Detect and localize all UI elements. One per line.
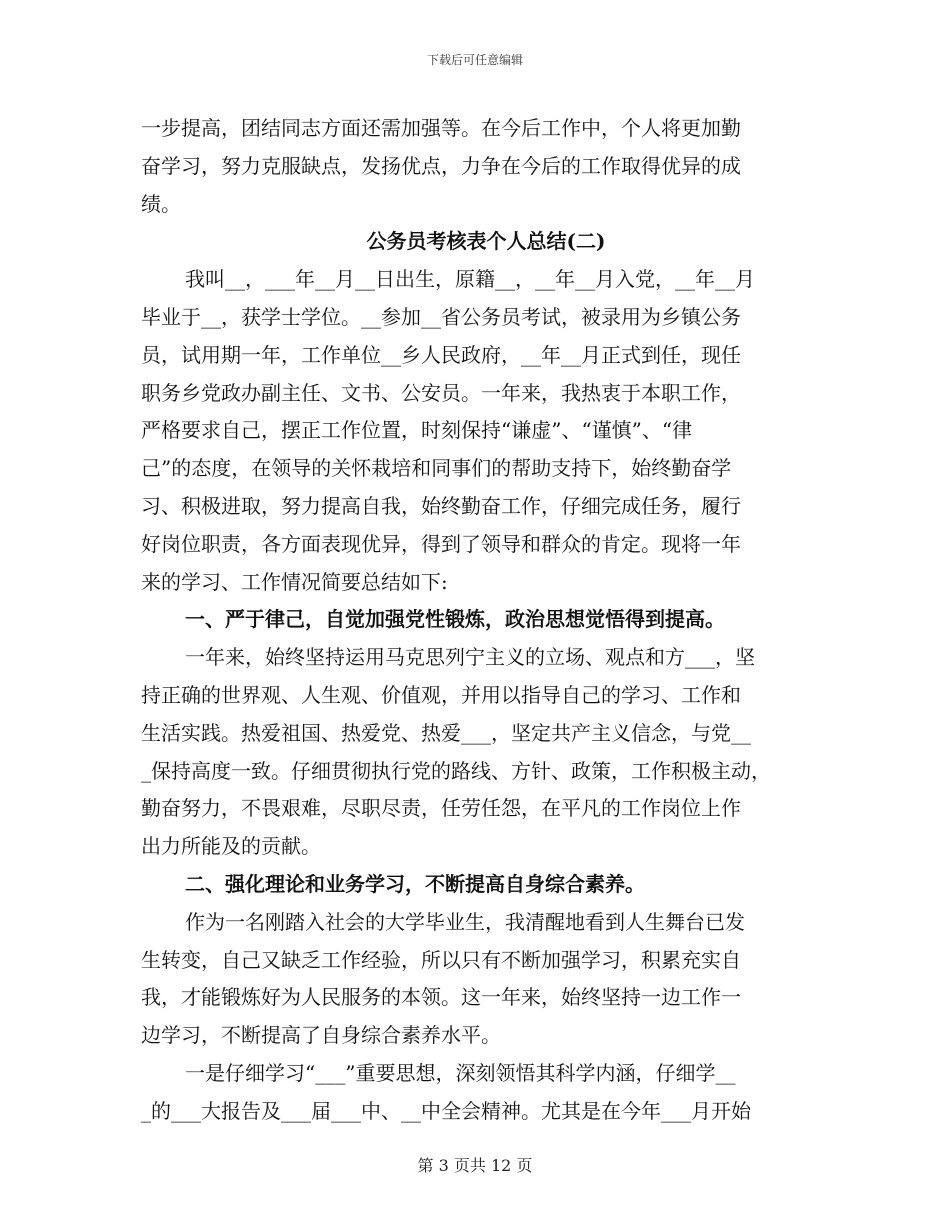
paragraph-line: 绩。: [141, 191, 181, 216]
document-body: [141, 110, 831, 1131]
paragraph-line: 边学习，不断提高了自身综合素养水平。: [141, 1023, 501, 1048]
document-title: 公务员考核表个人总结(二): [366, 229, 606, 254]
paragraph-line: 一年来，始终坚持运用马克思列宁主义的立场、观点和方___，坚: [185, 645, 755, 670]
paragraph-line: 作为一名刚踏入社会的大学毕业生，我清醒地看到人生舞台已发: [185, 909, 745, 934]
paragraph-line: 来的学习、工作情况简要总结如下:: [141, 569, 448, 594]
paragraph-line: 我，才能锻炼好为人民服务的本领。这一年来，始终坚持一边工作一: [141, 985, 741, 1010]
paragraph-line: 己”的态度，在领导的关怀栽培和同事们的帮助支持下，始终勤奋学: [141, 456, 732, 481]
page-header-note: 下载后可任意编辑: [426, 53, 523, 67]
section-heading: 二、强化理论和业务学习，不断提高自身综合素养。: [185, 871, 645, 896]
paragraph-line: _的___大报告及___届___中、__中全会精神。尤其是在今年___月开始: [141, 1098, 751, 1123]
paragraph-line: 奋学习，努力克服缺点，发扬优点，力争在今后的工作取得优异的成: [141, 153, 741, 178]
paragraph-line: 持正确的世界观、人生观、价值观，并用以指导自己的学习、工作和: [141, 682, 741, 707]
paragraph-line: 一是仔细学习“___”重要思想，深刻领悟其科学内涵，仔细学__: [185, 1060, 736, 1085]
paragraph-line: 毕业于__，获学士学位。__参加__省公务员考试，被录用为乡镇公务: [141, 304, 741, 329]
paragraph-line: 员，试用期一年，工作单位__乡人民政府，__年__月正式到任，现任: [141, 342, 741, 367]
paragraph-line: 好岗位职责，各方面表现优异，得到了领导和群众的肯定。现将一年: [141, 531, 741, 556]
page-number: 第 3 页共 12 页: [417, 1156, 533, 1175]
paragraph-line: 职务乡党政办副主任、文书、公安员。一年来，我热衷于本职工作，: [141, 380, 741, 405]
paragraph-line: 生转变，自己又缺乏工作经验，所以只有不断加强学习，积累充实自: [141, 947, 741, 972]
paragraph-line: 勤奋努力，不畏艰难，尽职尽责，任劳任怨，在平凡的工作岗位上作: [141, 796, 741, 821]
paragraph-line: 严格要求自己，摆正工作位置，时刻保持“谦虚”、“谨慎”、“律: [141, 418, 693, 443]
paragraph-line: 出力所能及的贡献。: [141, 834, 321, 859]
paragraph-line: 生活实践。热爱祖国、热爱党、热爱___，坚定共产主义信念，与党__: [141, 720, 751, 745]
paragraph-line: _保持高度一致。仔细贯彻执行党的路线、方针、政策，工作积极主动，: [141, 758, 771, 783]
section-heading: 一、严于律己，自觉加强党性锻炼，政治思想觉悟得到提高。: [185, 607, 725, 632]
paragraph-line: 一步提高，团结同志方面还需加强等。在今后工作中，个人将更加勤: [141, 116, 741, 140]
paragraph-line: 我叫__，___年__月__日出生，原籍__，__年__月入党，__年__月: [185, 267, 755, 292]
paragraph-line: 习、积极进取，努力提高自我，始终勤奋工作，仔细完成任务，履行: [141, 493, 741, 518]
